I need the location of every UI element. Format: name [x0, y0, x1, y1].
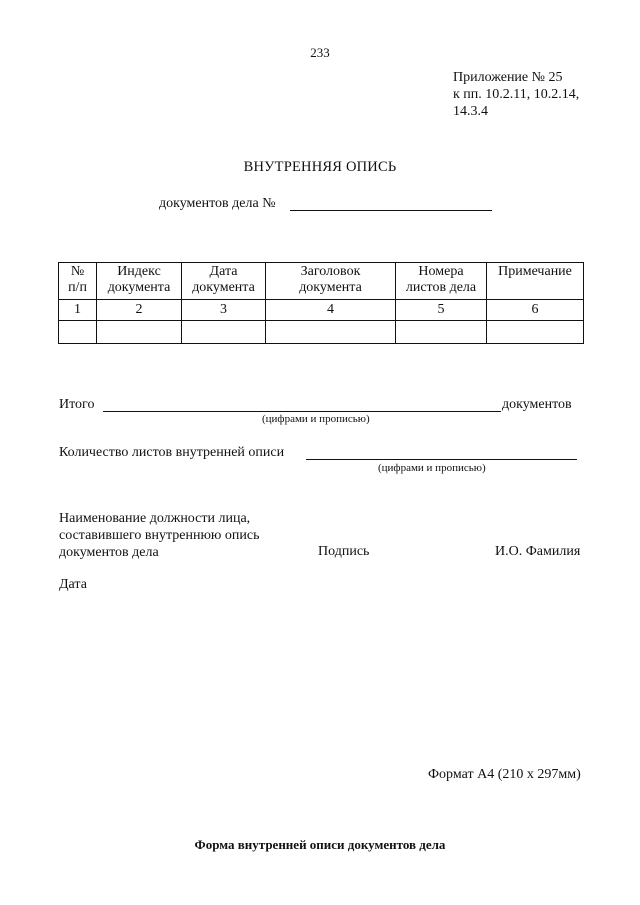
page-number: 233 — [310, 45, 330, 60]
table-header-row — [59, 263, 584, 300]
total-suffix: документов — [502, 397, 572, 412]
table-cell — [59, 321, 97, 344]
form-title: ВНУТРЕННЯЯ ОПИСЬ — [243, 159, 397, 175]
total-label: Итого — [59, 397, 95, 412]
position-label: Наименование должности лица, составившего внутреннюю опись документов дела — [59, 511, 260, 560]
col-header-number: № п/п — [59, 263, 97, 300]
signature-label: Подпись — [318, 544, 370, 559]
col-header-title: Заголовок документа — [266, 263, 396, 300]
sheet-count-line — [306, 459, 577, 460]
full-name-label: И.О. Фамилия — [495, 544, 581, 559]
col-header-sheets: Номера листов дела — [396, 263, 487, 300]
table-cell: 6 — [487, 300, 584, 321]
table-row — [59, 321, 584, 344]
table-cell — [182, 321, 266, 344]
table-cell: 3 — [182, 300, 266, 321]
col-header-date: Дата документа — [182, 263, 266, 300]
form-subtitle: документов дела № — [159, 196, 276, 211]
total-line — [103, 411, 501, 412]
col-header-note: Примечание — [487, 263, 584, 300]
table-cell: 5 — [396, 300, 487, 321]
table-cell — [266, 321, 396, 344]
total-hint: (цифрами и прописью) — [262, 413, 370, 425]
table-cell — [487, 321, 584, 344]
date-label: Дата — [59, 577, 87, 592]
appendix-line: к пп. 10.2.11, 10.2.14, — [453, 87, 580, 102]
footer-title: Форма внутренней описи документов дела — [194, 837, 446, 852]
table-cell: 4 — [266, 300, 396, 321]
col-header-index: Индекс документа — [97, 263, 182, 300]
table-cell — [97, 321, 182, 344]
format-note: Формат А4 (210 х 297мм) — [428, 767, 581, 782]
appendix-line: Приложение № 25 — [453, 70, 563, 85]
appendix-line: 14.3.4 — [453, 104, 488, 119]
inventory-table — [58, 262, 584, 344]
appendix-reference — [453, 69, 579, 120]
column-number-row — [59, 300, 584, 321]
table-cell: 2 — [97, 300, 182, 321]
table-cell: 1 — [59, 300, 97, 321]
case-number-line — [290, 210, 492, 211]
table-cell — [396, 321, 487, 344]
sheet-count-hint: (цифрами и прописью) — [378, 462, 486, 474]
sheet-count-label: Количество листов внутренней описи — [59, 445, 285, 460]
